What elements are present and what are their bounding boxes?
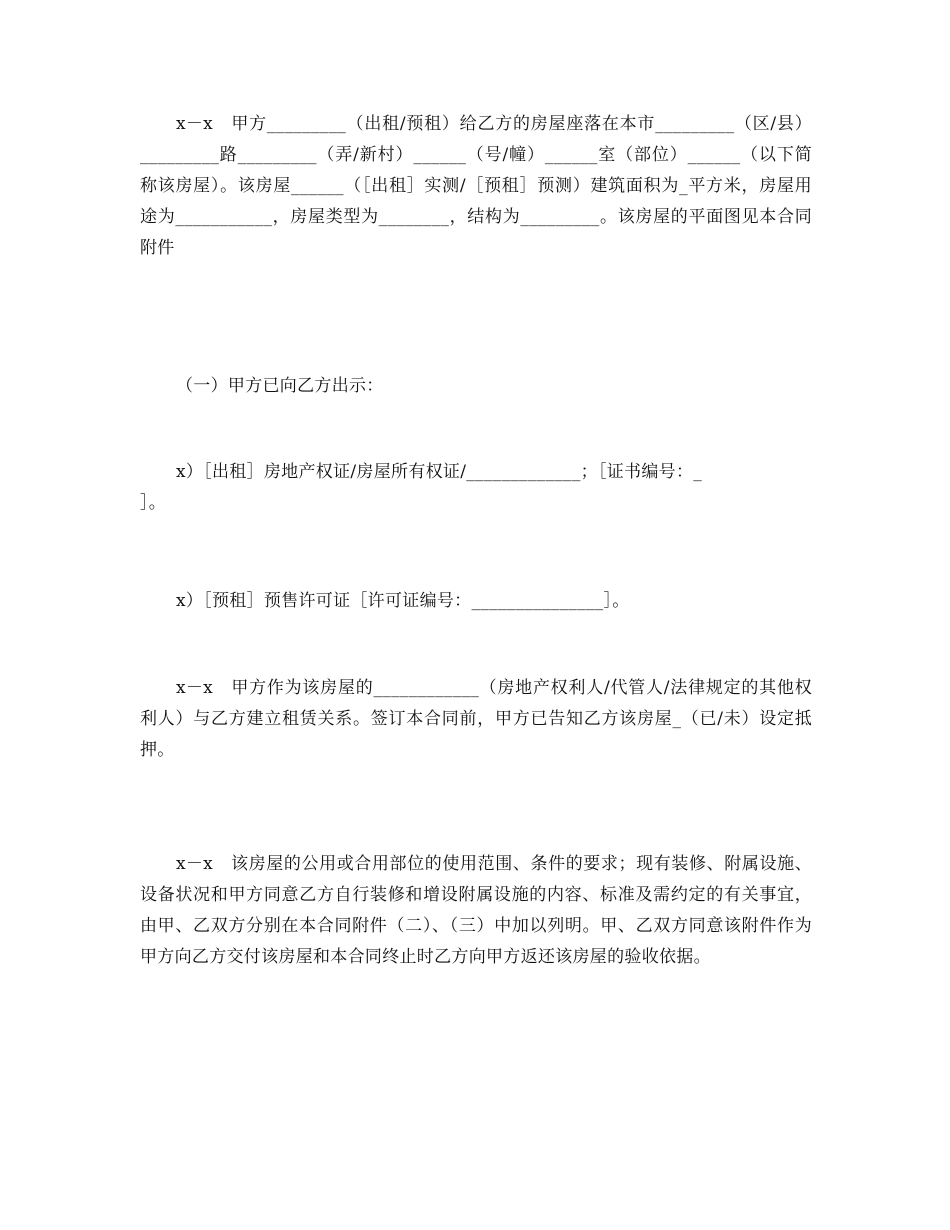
certificate-line: x）［出租］房地产权证/房屋所有权证/_____________；［证书编号：_ bbox=[176, 462, 703, 482]
item-property-certificate bbox=[140, 457, 812, 519]
clause-common-areas: x－x 该房屋的公用或合用部位的使用范围、条件的要求；现有装修、附属设施、设备状况和甲方同意乙方自行装修和增设附属设施的内容、标准及需约定的有关事宜，由甲、乙双方分别在本合同附件（二）、（三）中加以列明。甲、乙双方同意该附件作为甲方向乙方交付该房屋和本合同终止时乙方向甲方返还该房屋的验收依据。 bbox=[140, 854, 812, 967]
certificate-line-end: ］。 bbox=[140, 493, 167, 513]
section-one-heading: （一）甲方已向乙方出示： bbox=[176, 376, 384, 396]
clause-house-location: x－x 甲方_________（出租/预租）给乙方的房屋座落在本市_________（区/县）_________路_________（弄/新村）______（号/幢）______室（部位）______（以下简称该房屋）。该房屋______（［出租］实测/［预租］预测）建筑面积为_平方米，房屋用途为___________，房屋类型为________，结构为_________。该房屋的平面图见本合同附件 bbox=[140, 114, 812, 258]
clause-lessor-relationship: x－x 甲方作为该房屋的____________（房地产权利人/代管人/法律规定的其他权利人）与乙方建立租赁关系。签订本合同前，甲方已告知乙方该房屋_（已/未）设定抵押。 bbox=[140, 678, 812, 760]
item-presale-permit: x）［预租］预售许可证［许可证编号：_______________］。 bbox=[176, 591, 630, 611]
